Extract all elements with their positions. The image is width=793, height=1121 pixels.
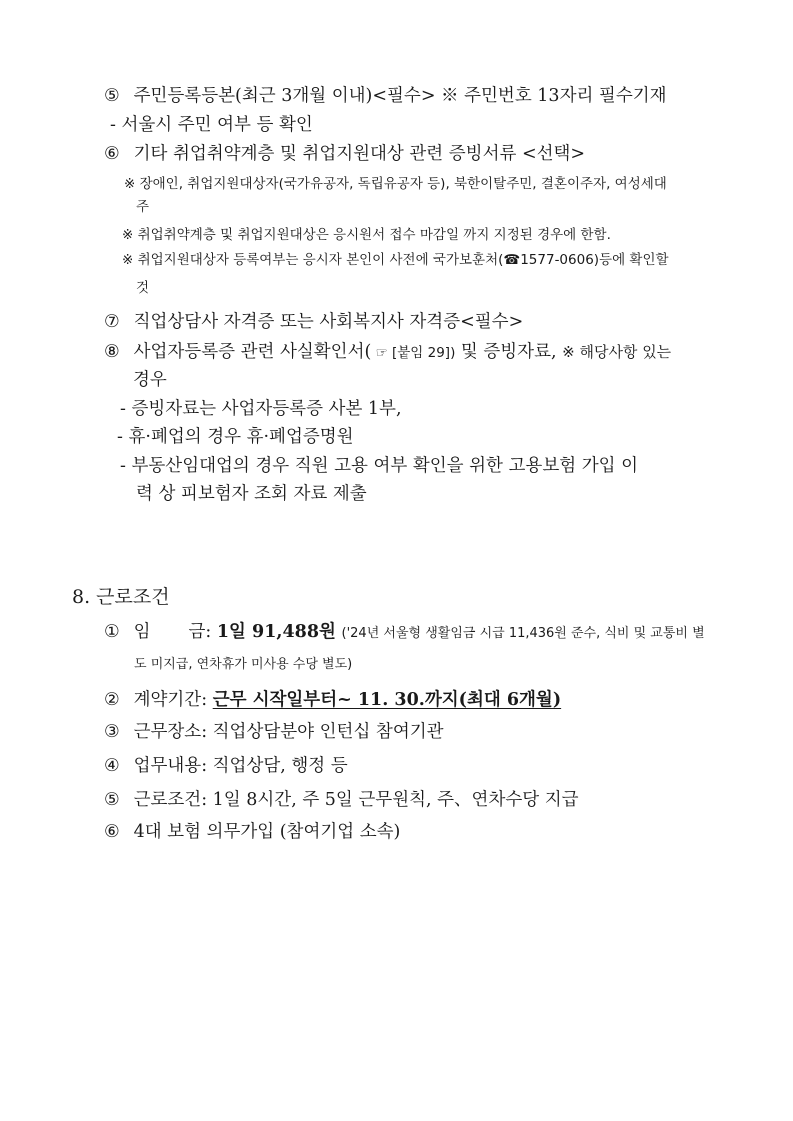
doc-item-8-sub-3a: - 부동산임대업의 경우 직원 고용 여부 확인을 위한 고용보험 가입 이 [120, 456, 638, 476]
item-number: ⑥ [104, 822, 120, 842]
item-text: 근로조건: 1일 8시간, 주 5일 근무원칙, 주、연차수당 지급 [133, 790, 579, 810]
working-hours-item [104, 788, 579, 812]
wage-label-b: 금: [188, 622, 212, 642]
item-number: ① [104, 622, 120, 642]
wage-value: 1일 91,488원 [216, 622, 336, 642]
doc-item-8-sub-2: - 휴·폐업의 경우 휴·폐업증명원 [117, 427, 354, 447]
work-place-item [104, 720, 444, 744]
section-heading: 8. 근로조건 [72, 586, 170, 608]
item-text: 직업상담사 자격증 또는 사회복지사 자격증<필수> [133, 312, 524, 332]
note-1-line-b: 주 [136, 199, 150, 215]
note-2: ※ 취업취약계층 및 취업지원대상은 응시원서 접수 마감일 까지 지정된 경우에 한함. [122, 227, 611, 243]
item-text-cont: 및 증빙자료, [455, 342, 563, 362]
wage-label-a: 임 [133, 622, 151, 642]
item-text: 주민등록등본(최근 3개월 이내)<필수> ※ 주민번호 13자리 필수기재 [133, 86, 667, 106]
doc-item-7 [104, 310, 523, 334]
item-text: 사업자등록증 관련 사실확인서( [133, 342, 372, 362]
item-number: ⑤ [104, 86, 120, 106]
item-number: ⑦ [104, 312, 120, 332]
duty-item [104, 754, 348, 778]
doc-item-8-sub-3b: 력 상 피보험자 조회 자료 제출 [136, 484, 367, 504]
note-1-line-a: ※ 장애인, 취업지원대상자(국가유공자, 독립유공자 등), 북한이탈주민, 결혼이주자, 여성세대 [124, 176, 667, 192]
doc-item-8-cont: 경우 [133, 370, 167, 390]
item-number: ③ [104, 722, 120, 742]
item-number: ⑤ [104, 790, 120, 810]
item-text: 4대 보험 의무가입 (참여기업 소속) [133, 822, 401, 842]
contract-period-item [104, 688, 561, 712]
wage-note: ('24년 서울형 생활임금 시급 11,436원 준수, 식비 및 교통비 별 [341, 626, 705, 641]
doc-item-5 [104, 84, 667, 108]
item-text: 근무장소: 직업상담분야 인턴십 참여기관 [133, 722, 444, 742]
doc-item-8-sub-1: - 증빙자료는 사업자등록증 사본 1부, [120, 399, 402, 419]
attachment-ref: ☞ [붙임 29]) [371, 345, 456, 361]
item-text: 기타 취업취약계층 및 취업지원대상 관련 증빙서류 <선택> [133, 144, 586, 164]
doc-item-5-sub: - 서울시 주민 여부 등 확인 [110, 115, 313, 135]
note-3-line-b: 것 [136, 280, 150, 296]
note-3-line-a: ※ 취업지원대상자 등록여부는 응시자 본인이 사전에 국가보훈처(☎1577-0606)등에 확인할 [122, 252, 669, 268]
item-number: ⑧ [104, 342, 120, 362]
item-number: ④ [104, 756, 120, 776]
wage-note-cont: 도 미지급, 연차휴가 미사용 수당 별도) [134, 657, 353, 672]
period-value: 근무 시작일부터~ 11. 30.까지(최대 6개월) [212, 690, 562, 710]
doc-item-6 [104, 142, 585, 166]
item-text: 업무내용: 직업상담, 행정 등 [133, 756, 348, 776]
item-number: ⑥ [104, 144, 120, 164]
doc-item-8 [104, 340, 671, 364]
insurance-item [104, 820, 400, 844]
period-label: 계약기간: [133, 690, 208, 710]
wage-item [104, 620, 705, 644]
item-number: ② [104, 690, 120, 710]
item-note: ※ 해당사항 있는 [562, 343, 672, 361]
